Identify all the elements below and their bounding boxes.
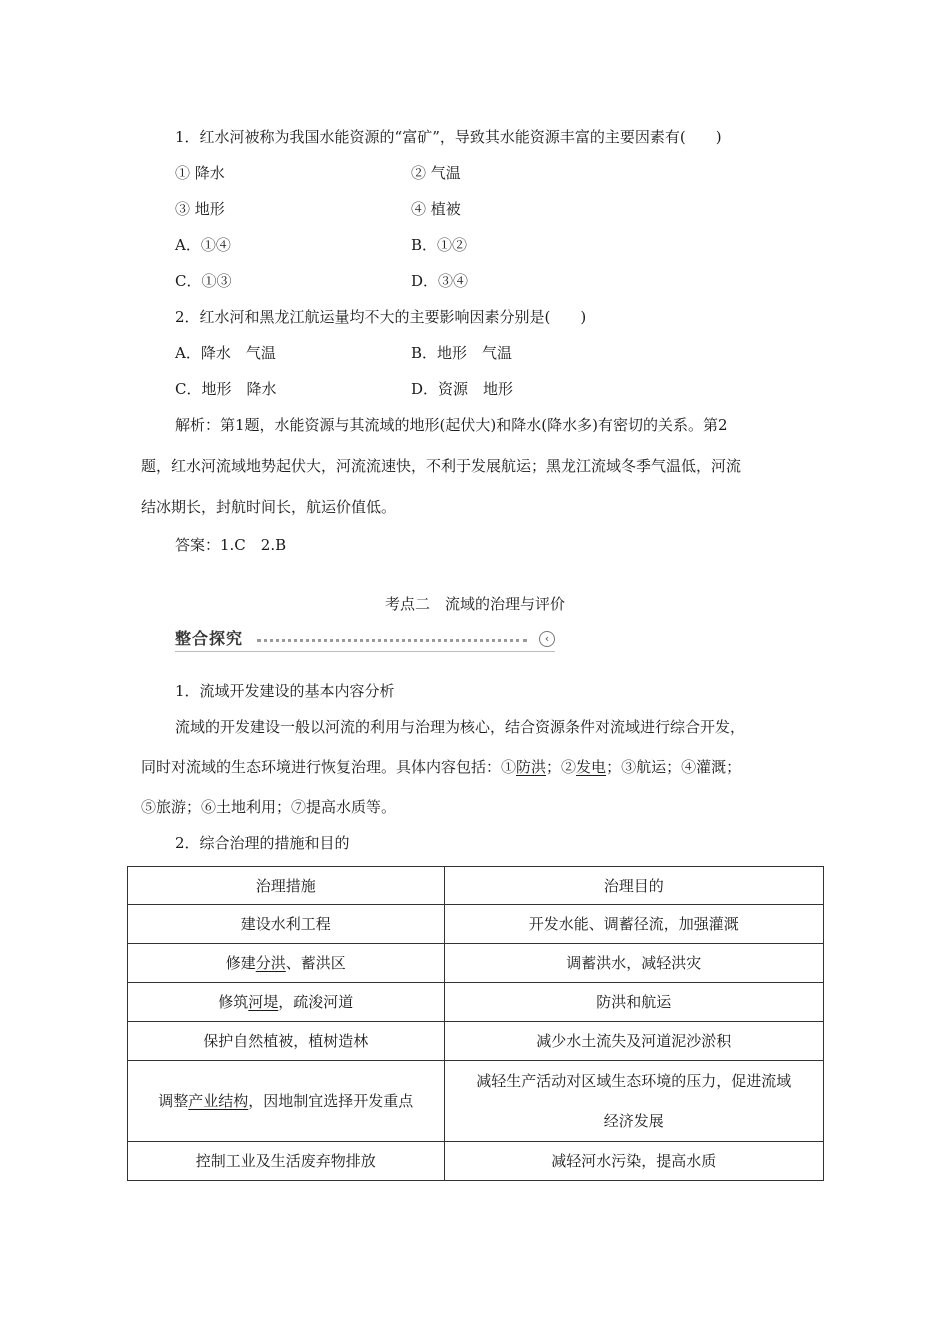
q1-item-2: ② 气温 bbox=[411, 164, 461, 182]
purpose-cell: 减少水土流失及河道泥沙淤积 bbox=[444, 1022, 823, 1061]
part-1-line-3: ⑤旅游；⑥土地利用；⑦提高水质等。 bbox=[141, 798, 397, 816]
purpose-cell: 减轻河水污染，提高水质 bbox=[444, 1142, 823, 1181]
question-2-stem: 2．红水河和黑龙江航运量均不大的主要影响因素分别是( ) bbox=[175, 308, 587, 326]
part-2-heading: 2．综合治理的措施和目的 bbox=[175, 834, 350, 852]
measure-suffix: ，疏浚河道 bbox=[278, 993, 354, 1011]
table-header-row bbox=[128, 867, 824, 905]
purpose-cell: 防洪和航运 bbox=[444, 983, 823, 1022]
measure-prefix: 修筑 bbox=[218, 993, 249, 1011]
q2-option-a: A．降水 气温 bbox=[175, 344, 276, 362]
q1-option-a: A．①④ bbox=[175, 236, 231, 254]
measure-suffix: ，因地制宜选择开发重点 bbox=[248, 1092, 414, 1110]
purpose-line-2: 经济发展 bbox=[603, 1112, 664, 1130]
banner-underline bbox=[175, 651, 555, 652]
measure-prefix: 调整 bbox=[158, 1092, 189, 1110]
banner-dotted-line bbox=[257, 639, 527, 642]
measure-underlined-term: 分洪 bbox=[255, 954, 286, 972]
analysis-line-3: 结冰期长，封航时间长，航运价值低。 bbox=[141, 498, 397, 516]
chevron-left-icon: ‹ bbox=[539, 631, 555, 647]
q1-item-1: ① 降水 bbox=[175, 164, 225, 182]
q1-option-c: C．①③ bbox=[175, 272, 232, 290]
measure-underlined-term: 产业结构 bbox=[188, 1092, 249, 1110]
table-row bbox=[128, 944, 824, 983]
header-measures: 治理措施 bbox=[128, 867, 445, 905]
question-1-stem: 1．红水河被称为我国水能资源的“富矿”，导致其水能资源丰富的主要因素有( ) bbox=[175, 128, 722, 146]
measure-cell: 控制工业及生活废弃物排放 bbox=[128, 1142, 445, 1181]
part-1-line-1: 流域的开发建设一般以河流的利用与治理为核心，结合资源条件对流域进行综合开发， bbox=[175, 718, 746, 736]
part-1-heading: 1．流域开发建设的基本内容分析 bbox=[175, 682, 395, 700]
purpose-line-1: 减轻生产活动对区域生态环境的压力，促进流域 bbox=[476, 1072, 792, 1090]
q1-option-b: B．①② bbox=[411, 236, 468, 254]
measure-cell: 建设水利工程 bbox=[128, 905, 445, 944]
table-row bbox=[128, 905, 824, 944]
q2-option-d: D．资源 地形 bbox=[411, 380, 514, 398]
analysis-line-2: 题，红水河流域地势起伏大，河流流速快，不利于发展航运；黑龙江流域冬季气温低，河流 bbox=[141, 457, 742, 475]
measure-cell bbox=[128, 983, 445, 1022]
q2-option-c: C．地形 降水 bbox=[175, 380, 277, 398]
section-banner bbox=[175, 627, 555, 653]
part-1-line-2-prefix: 同时对流域的生态环境进行恢复治理。具体内容包括：① bbox=[141, 758, 517, 776]
purpose-cell: 开发水能、调蓄径流，加强灌溉 bbox=[444, 905, 823, 944]
header-purposes: 治理目的 bbox=[444, 867, 823, 905]
power-generation-term: 发电 bbox=[576, 758, 607, 776]
part-1-separator: ；② bbox=[546, 758, 577, 776]
table-row bbox=[128, 1061, 824, 1142]
answer-line: 答案：1.C 2.B bbox=[175, 536, 287, 554]
part-1-line-2-suffix: ；③航运；④灌溉； bbox=[606, 758, 742, 776]
table-row bbox=[128, 1022, 824, 1061]
purpose-cell: 调蓄洪水，减轻洪灾 bbox=[444, 944, 823, 983]
q1-item-3: ③ 地形 bbox=[175, 200, 225, 218]
section-title: 考点二 流域的治理与评价 bbox=[384, 595, 565, 613]
banner-title: 整合探究 bbox=[175, 629, 244, 648]
purpose-cell bbox=[444, 1061, 823, 1142]
q1-option-d: D．③④ bbox=[411, 272, 469, 290]
measure-underlined-term: 河堤 bbox=[248, 993, 279, 1011]
measure-suffix: 、蓄洪区 bbox=[285, 954, 346, 972]
part-1-line-2 bbox=[141, 757, 741, 777]
measures-table bbox=[127, 866, 824, 1181]
measure-cell bbox=[128, 944, 445, 983]
measure-cell: 保护自然植被，植树造林 bbox=[128, 1022, 445, 1061]
analysis-line-1: 解析：第1题，水能资源与其流域的地形(起伏大)和降水(降水多)有密切的关系。第2 bbox=[175, 416, 728, 434]
table-row bbox=[128, 1142, 824, 1181]
measure-prefix: 修建 bbox=[225, 954, 256, 972]
q2-option-b: B．地形 气温 bbox=[411, 344, 513, 362]
flood-control-term: 防洪 bbox=[516, 758, 547, 776]
table-row bbox=[128, 983, 824, 1022]
measure-cell bbox=[128, 1061, 445, 1142]
q1-item-4: ④ 植被 bbox=[411, 200, 461, 218]
